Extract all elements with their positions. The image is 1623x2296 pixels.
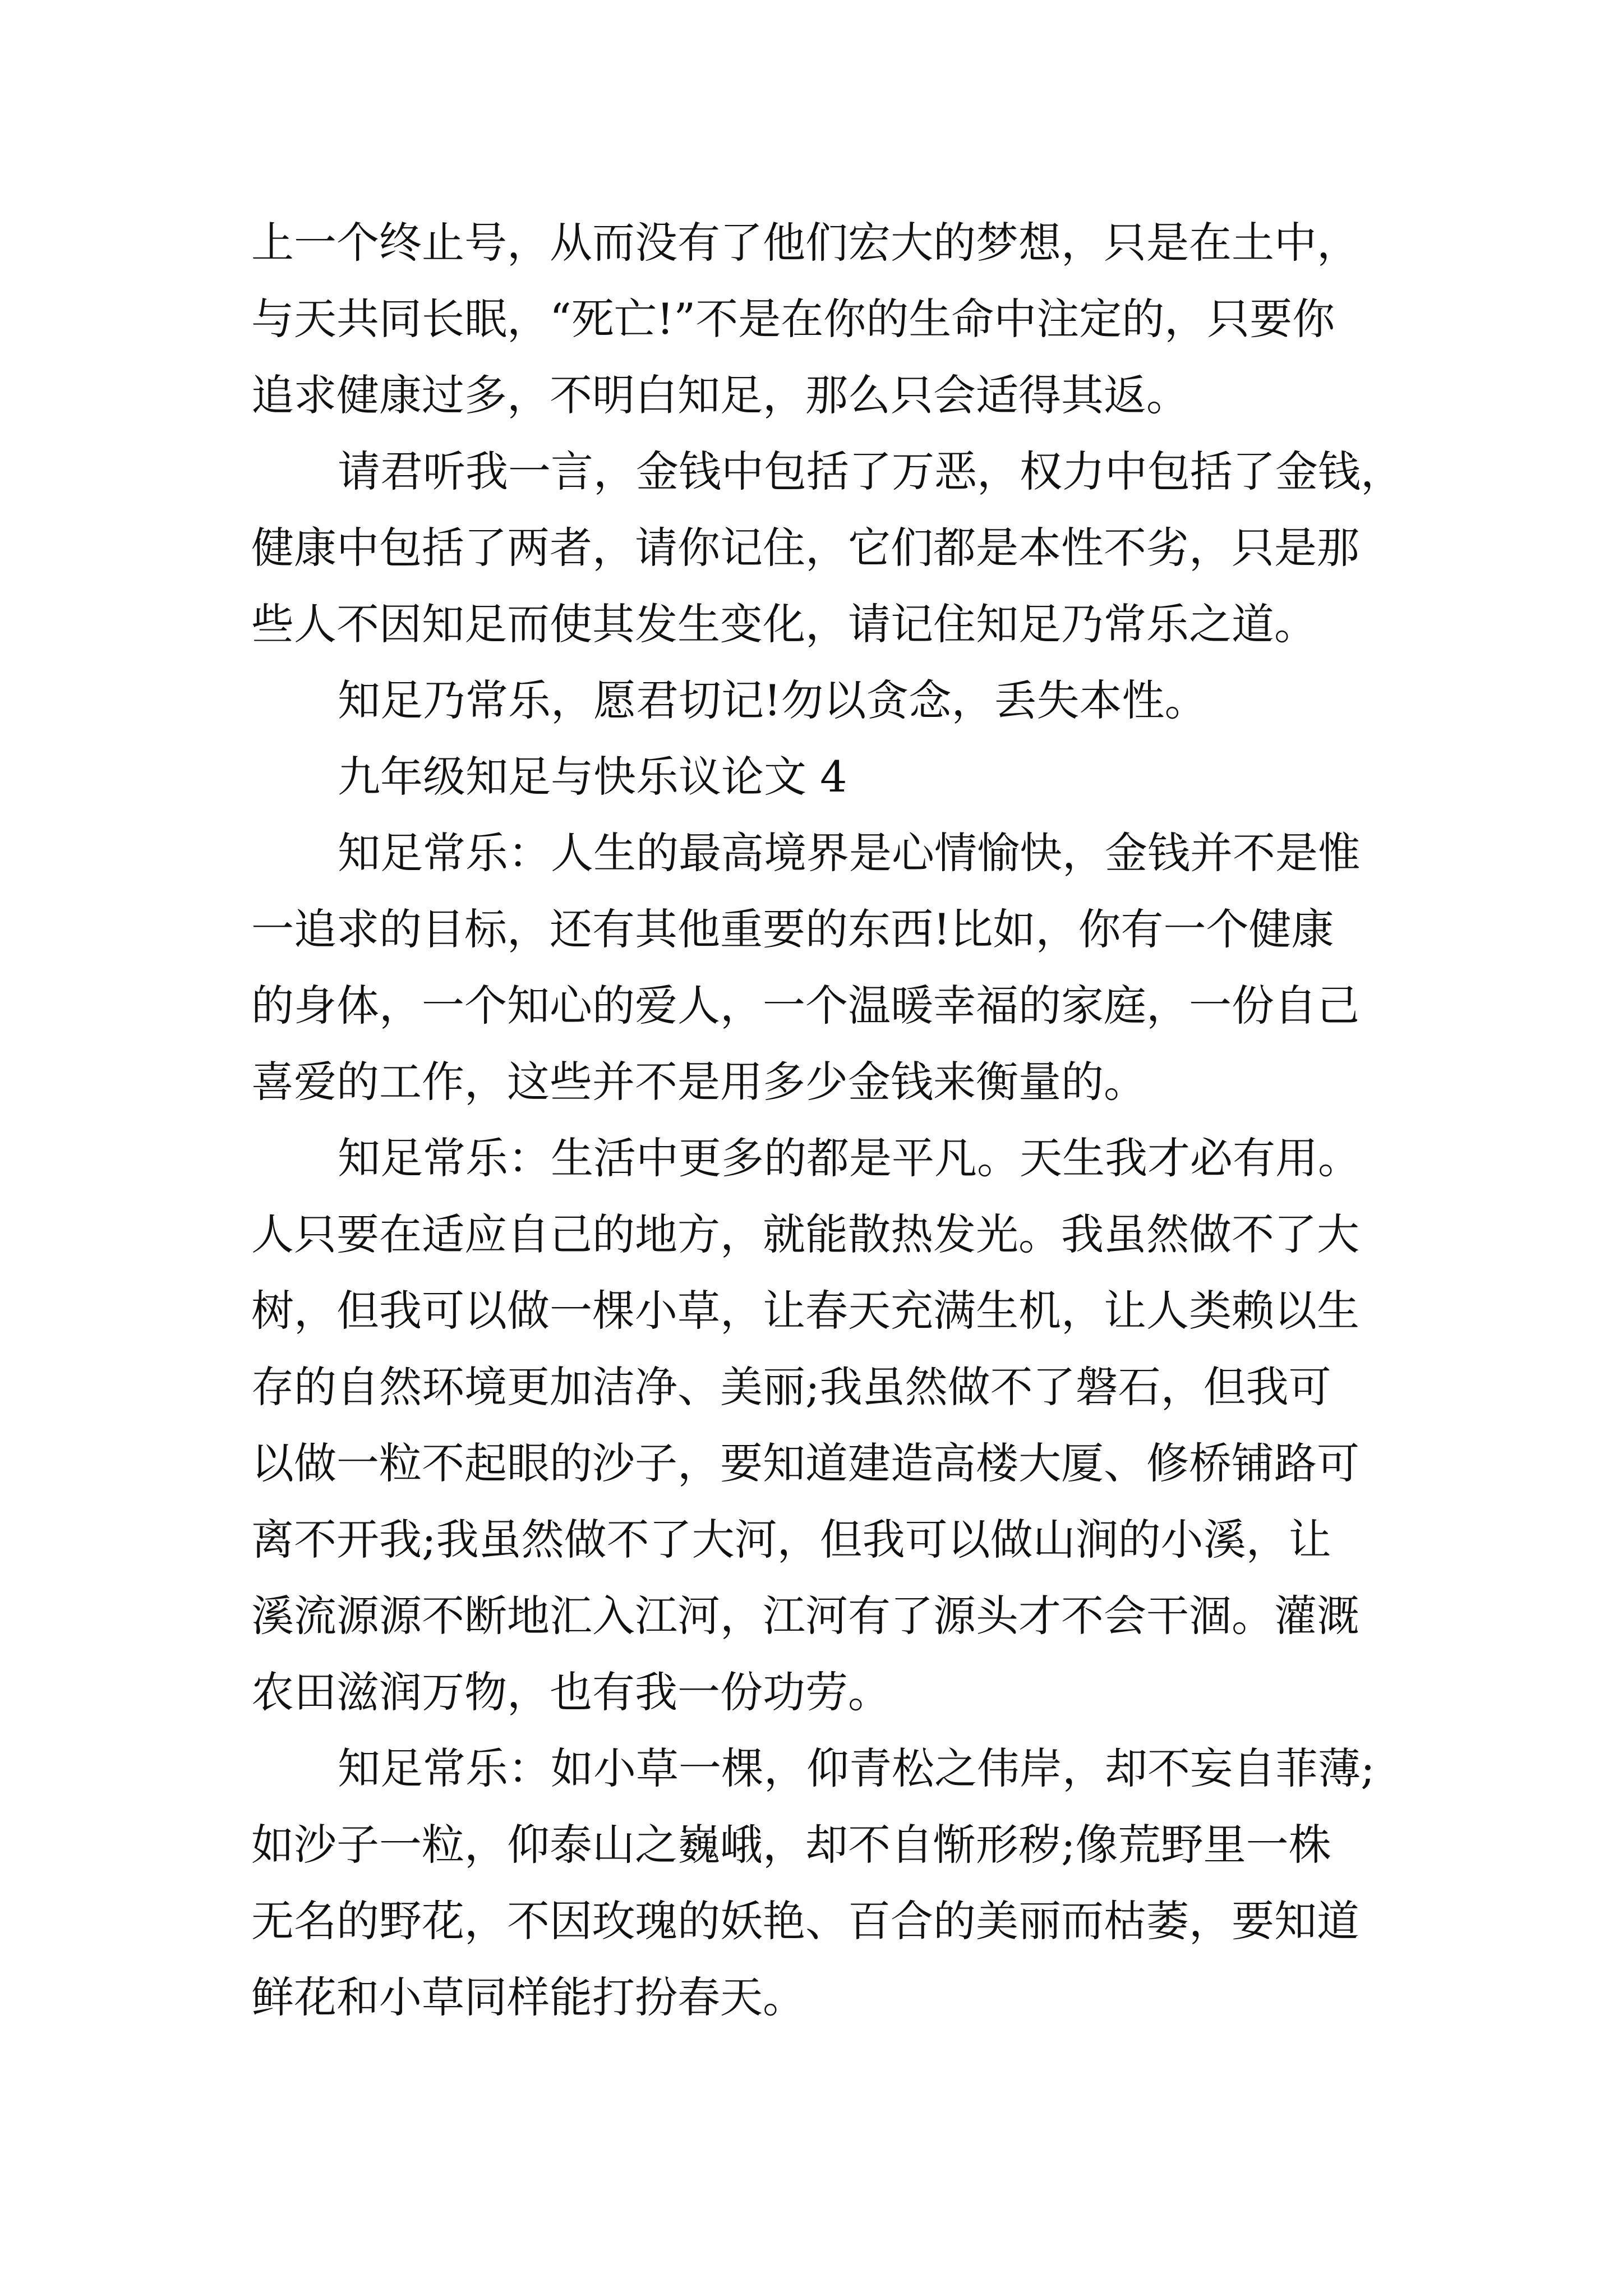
text-line: 离不开我;我虽然做不了大河，但我可以做山涧的小溪，让 [251, 1515, 1331, 1565]
text-line: 上一个终止号，从而没有了他们宏大的梦想，只是在土中， [251, 218, 1359, 268]
text-line: 人只要在适应自己的地方，就能散热发光。我虽然做不了大 [251, 1209, 1359, 1259]
document-body [251, 205, 1403, 2036]
text-line: 知足常乐：如小草一棵，仰青松之伟岸，却不妄自菲薄; [338, 1743, 1375, 1793]
text-line: 些人不因知足而使其发生变化，请记住知足乃常乐之道。 [251, 599, 1317, 649]
text-line: 农田滋润万物，也有我一份功劳。 [251, 1667, 891, 1717]
text-line: 树，但我可以做一棵小草，让春天充满生机，让人类赖以生 [251, 1286, 1359, 1336]
paragraph-5 [251, 1120, 1395, 1731]
section-heading [251, 739, 1395, 815]
text-line: 存的自然环境更加洁净、美丽;我虽然做不了磐石，但我可 [251, 1362, 1331, 1412]
text-line: 请君听我一言，金钱中包括了万恶，权力中包括了金钱， [338, 447, 1403, 496]
text-line: 无名的野花，不因玫瑰的妖艳、百合的美丽而枯萎，要知道 [251, 1896, 1359, 1946]
text-line: 知足乃常乐，愿君切记!勿以贪念，丢失本性。 [338, 675, 1207, 725]
section-title: 九年级知足与快乐议论文 4 [338, 752, 847, 802]
text-line: 的身体，一个知心的爱人，一个温暖幸福的家庭，一份自己 [251, 981, 1359, 1030]
text-line: 知足常乐：人生的最高境界是心情愉快，金钱并不是惟 [338, 828, 1361, 878]
text-line: 追求健康过多，不明白知足，那么只会适得其返。 [251, 370, 1189, 420]
paragraph-6 [251, 1731, 1395, 2036]
text-line: 知足常乐：生活中更多的都是平凡。天生我才必有用。 [338, 1133, 1361, 1183]
paragraph-1 [251, 205, 1395, 434]
text-line: 鲜花和小草同样能打扮春天。 [251, 1972, 805, 2022]
text-line: 与天共同长眠，“死亡!”不是在你的生命中注定的，只要你 [251, 294, 1335, 344]
text-line: 喜爱的工作，这些并不是用多少金钱来衡量的。 [251, 1057, 1146, 1107]
text-line: 一追求的目标，还有其他重要的东西!比如，你有一个健康 [251, 904, 1334, 954]
text-line: 健康中包括了两者，请你记住，它们都是本性不劣，只是那 [251, 523, 1359, 573]
text-line: 以做一粒不起眼的沙子，要知道建造高楼大厦、修桥铺路可 [251, 1438, 1359, 1488]
paragraph-4 [251, 815, 1395, 1120]
text-line: 溪流源源不断地汇入江河，江河有了源头才不会干涸。灌溉 [251, 1591, 1359, 1641]
paragraph-3 [251, 662, 1395, 739]
text-line: 如沙子一粒，仰泰山之巍峨，却不自惭形秽;像荒野里一株 [251, 1820, 1331, 1870]
paragraph-2 [251, 434, 1403, 662]
